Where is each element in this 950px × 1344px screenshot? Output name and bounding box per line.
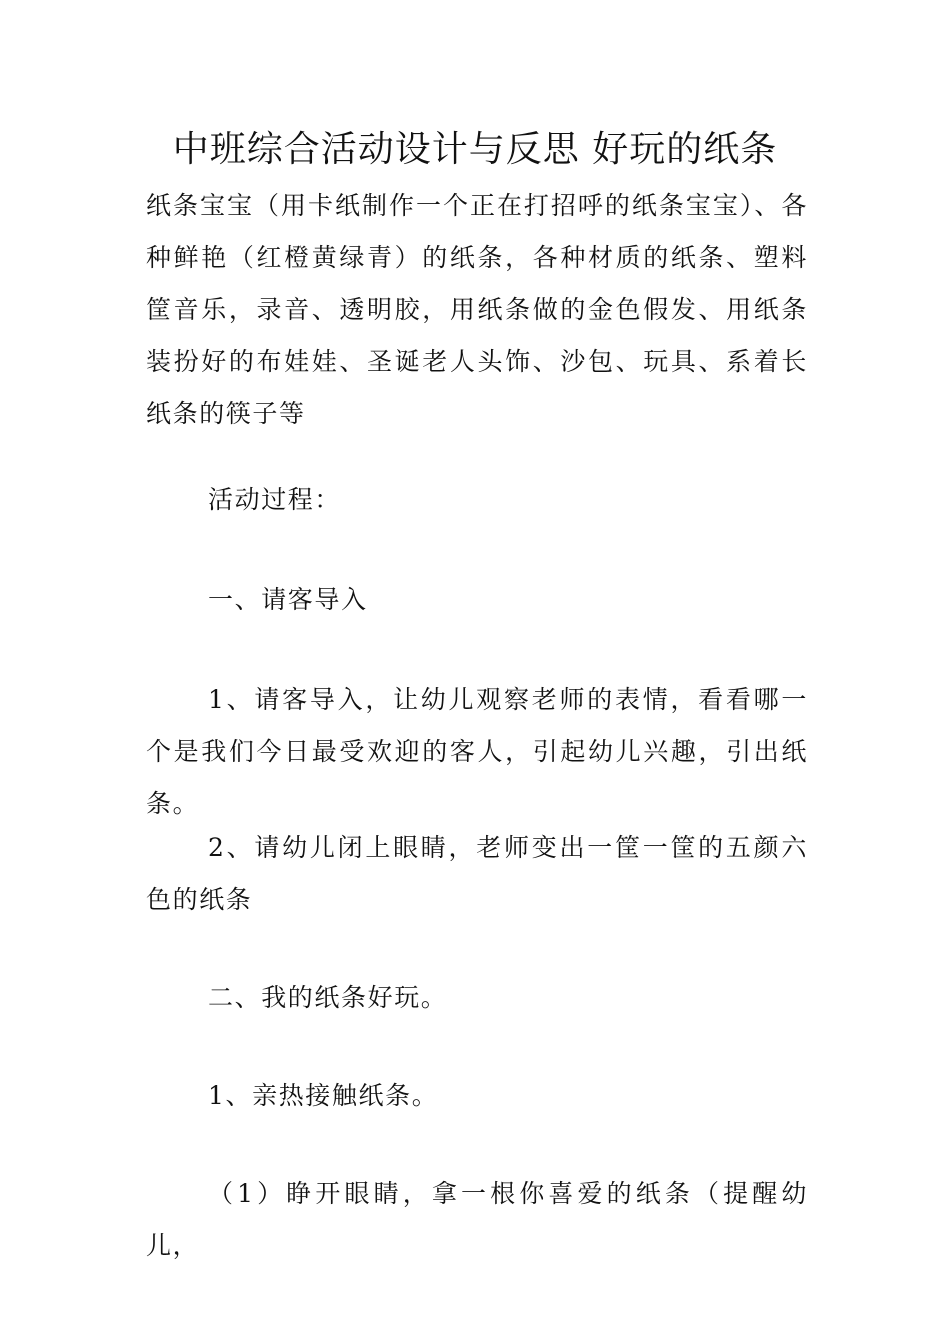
step-2-paragraph: 2、请幼儿闭上眼睛，老师变出一筐一筐的五颜六色的纸条: [146, 833, 808, 914]
step-1-paragraph: 1、请客导入，让幼儿观察老师的表情，看看哪一个是我们今日最受欢迎的客人，引起幼儿兴趣，引出纸条。: [146, 685, 808, 818]
subsection-1-heading: 1、亲热接触纸条。: [208, 1081, 439, 1110]
section-two-heading: 二、我的纸条好玩。: [208, 983, 448, 1012]
activity-process-heading: 活动过程：: [208, 485, 342, 514]
document-title: 中班综合活动设计与反思 好玩的纸条: [172, 129, 778, 170]
materials-paragraph: 纸条宝宝（用卡纸制作一个正在打招呼的纸条宝宝）、各种鲜艳（红橙黄绿青）的纸条，各种材质的纸条、塑料筐音乐，录音、透明胶，用纸条做的金色假发、用纸条装扮好的布娃娃、圣诞老人头饰、沙包、玩具、系着长纸条的筷子等: [146, 191, 808, 428]
substep-1-paragraph: （1）睁开眼睛，拿一根你喜爱的纸条（提醒幼儿，: [146, 1179, 808, 1260]
section-one-heading: 一、请客导入: [208, 585, 368, 614]
